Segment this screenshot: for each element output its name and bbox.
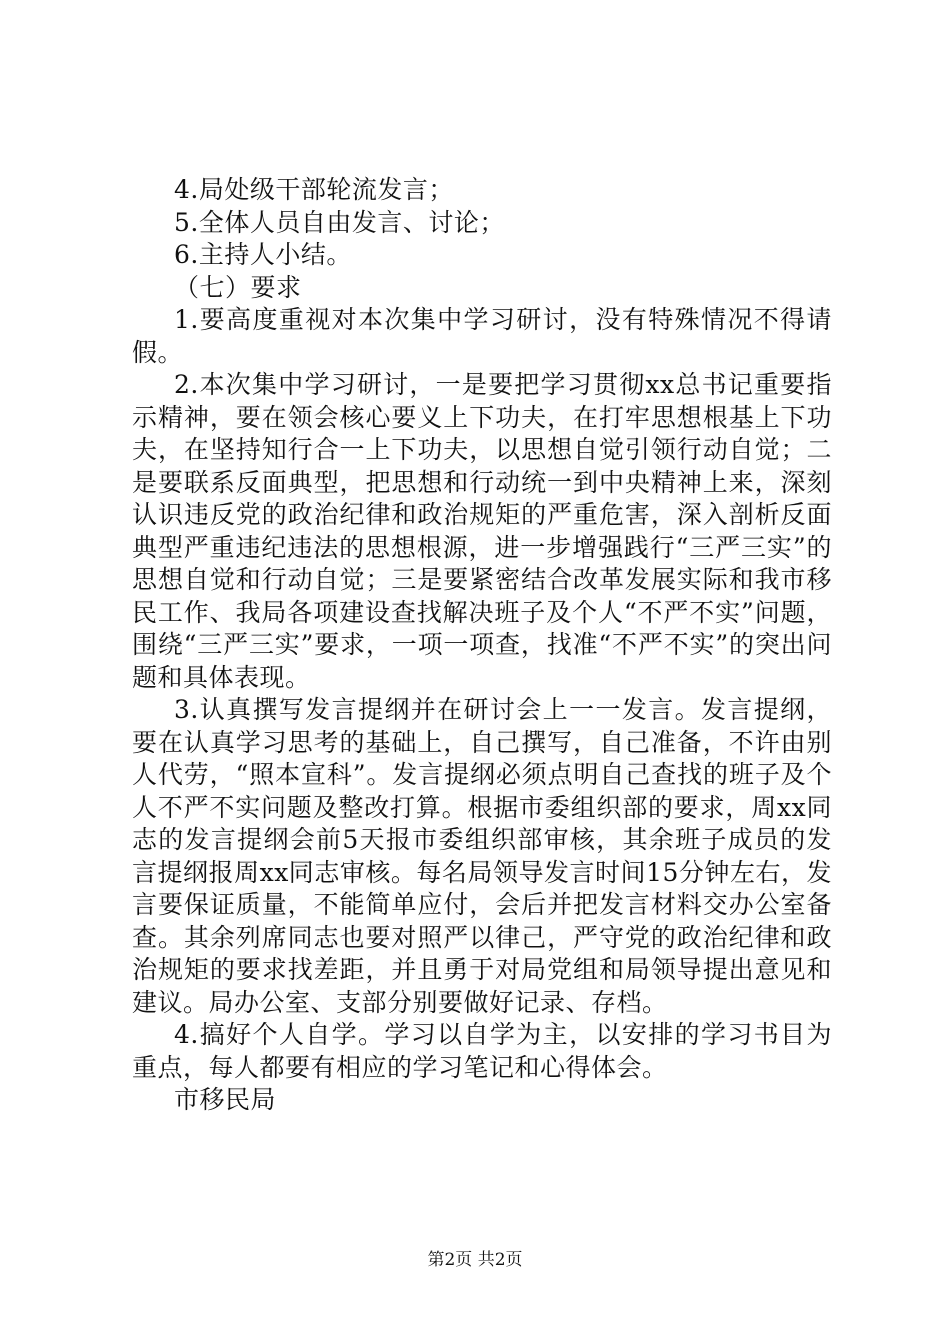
paragraph-requirement-2: 2.本次集中学习研讨，一是要把学习贯彻xx总书记重要指示精神，要在领会核心要义上下功夫，在打牢思想根基上下功夫，在坚持知行合一上下功夫，以思想自觉引领行动自觉；二是要联系反面典型，把思想和行动统一到中央精神上来，深刻认识违反党的政治纪律和政治规矩的严重危害，深入剖析反面典型严重违纪违法的思想根源，进一步增强践行“三严三实”的思想自觉和行动自觉；三是要紧密结合改革发展实际和我市移民工作、我局各项建设查找解决班子及个人“不严不实”问题，围绕“三严三实”要求，一项一项查，找准“不严不实”的突出问题和具体表现。 — [132, 370, 832, 692]
page-number-footer: 第2页 共2页 — [427, 1250, 523, 1270]
paragraph-requirement-4: 4.搞好个人自学。学习以自学为主，以安排的学习书目为重点，每人都要有相应的学习笔记和心得体会。 — [132, 1020, 832, 1082]
signature-organization: 市移民局 — [174, 1085, 277, 1114]
paragraph-requirement-3: 3.认真撰写发言提纲并在研讨会上一一发言。发言提纲，要在认真学习思考的基础上，自己撰写，自己准备，不许由别人代劳，“照本宣科”。发言提纲必须点明自己查找的班子及个人不严不实问题及整改打算。根据市委组织部的要求，周xx同志的发言提纲会前5天报市委组织部审核，其余班子成员的发言提纲报周xx同志审核。每名局领导发言时间15分钟左右，发言要保证质量，不能简单应付，会后并把发言材料交办公室备查。其余列席同志也要对照严以律己，严守党的政治纪律和政治规矩的要求找差距，并且勇于对局党组和局领导提出意见和建议。局办公室、支部分别要做好记录、存档。 — [132, 695, 832, 1017]
paragraph-requirement-1: 1.要高度重视对本次集中学习研讨，没有特殊情况不得请假。 — [132, 305, 832, 367]
paragraph-step-5: 5.全体人员自由发言、讨论； — [174, 207, 505, 237]
document-body — [132, 174, 832, 1117]
paragraph-step-6: 6.主持人小结。 — [174, 240, 352, 269]
section-heading-requirements: （七）要求 — [174, 272, 302, 302]
paragraph-step-4: 4.局处级干部轮流发言； — [174, 175, 454, 204]
